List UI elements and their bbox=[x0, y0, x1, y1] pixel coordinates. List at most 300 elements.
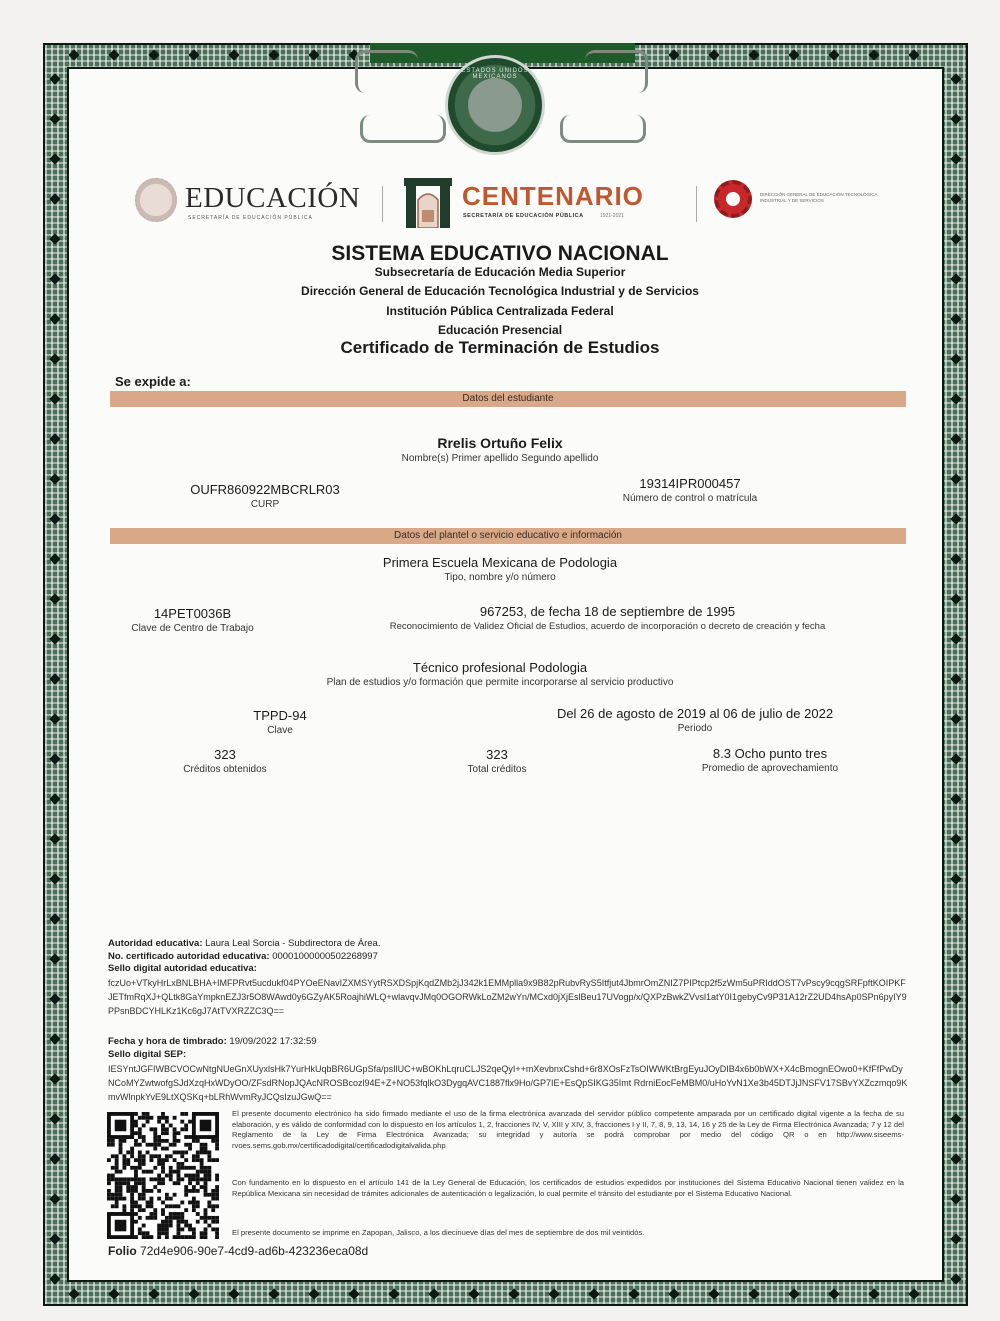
qr-module bbox=[173, 1235, 177, 1239]
qr-module bbox=[200, 1143, 204, 1147]
qr-module bbox=[188, 1135, 192, 1139]
qr-module bbox=[215, 1193, 219, 1197]
qr-module bbox=[111, 1143, 115, 1147]
qr-module bbox=[180, 1235, 184, 1239]
qr-module bbox=[204, 1231, 208, 1235]
sep-seal-label: Sello digital SEP: bbox=[108, 1049, 187, 1060]
qr-module bbox=[180, 1154, 184, 1158]
qr-module bbox=[184, 1208, 188, 1212]
qr-module bbox=[157, 1154, 161, 1158]
qr-module bbox=[180, 1127, 184, 1131]
control-number-field bbox=[570, 476, 810, 504]
qr-module bbox=[192, 1201, 196, 1205]
qr-module bbox=[126, 1177, 130, 1181]
qr-module bbox=[215, 1177, 219, 1181]
qr-module bbox=[119, 1177, 123, 1181]
qr-module bbox=[184, 1158, 188, 1162]
rvoe-value: 967253, de fecha 18 de septiembre de 1995 bbox=[479, 604, 736, 619]
qr-module bbox=[157, 1224, 161, 1228]
curp-label: CURP bbox=[250, 499, 280, 510]
qr-module bbox=[134, 1212, 138, 1216]
qr-module bbox=[161, 1139, 165, 1143]
qr-module bbox=[107, 1177, 111, 1181]
qr-module bbox=[126, 1150, 130, 1154]
rvoe-label: Reconocimiento de Validez Oficial de Estudios, acuerdo de incorporación o decreto de creación y fecha bbox=[389, 621, 826, 632]
qr-module bbox=[157, 1139, 161, 1143]
qr-module bbox=[157, 1197, 161, 1201]
qr-module bbox=[134, 1131, 138, 1135]
qr-module bbox=[142, 1112, 146, 1116]
qr-module bbox=[153, 1212, 157, 1216]
qr-module bbox=[215, 1235, 219, 1239]
qr-module bbox=[173, 1143, 177, 1147]
qr-module bbox=[204, 1170, 208, 1174]
qr-module bbox=[177, 1177, 181, 1181]
qr-module bbox=[111, 1139, 115, 1143]
qr-module bbox=[173, 1116, 177, 1120]
qr-module bbox=[188, 1120, 192, 1124]
qr-module bbox=[192, 1197, 196, 1201]
qr-module bbox=[204, 1193, 208, 1197]
qr-module bbox=[192, 1185, 196, 1189]
qr-module bbox=[142, 1116, 146, 1120]
qr-module bbox=[200, 1177, 204, 1181]
qr-module bbox=[192, 1231, 196, 1235]
qr-module bbox=[138, 1154, 142, 1158]
centenario-arch-icon bbox=[404, 178, 452, 228]
qr-module bbox=[130, 1177, 134, 1181]
qr-module bbox=[192, 1208, 196, 1212]
qr-module bbox=[134, 1174, 138, 1178]
logo-bar bbox=[130, 178, 890, 228]
qr-module bbox=[130, 1147, 134, 1151]
educacion-logo-subtitle: SECRETARÍA DE EDUCACIÓN PÚBLICA bbox=[188, 215, 313, 221]
qr-module bbox=[157, 1162, 161, 1166]
qr-module bbox=[134, 1185, 138, 1189]
qr-module bbox=[149, 1197, 153, 1201]
qr-module bbox=[134, 1204, 138, 1208]
qr-module bbox=[196, 1139, 200, 1143]
qr-module bbox=[134, 1158, 138, 1162]
qr-module bbox=[161, 1170, 165, 1174]
qr-module bbox=[192, 1235, 196, 1239]
qr-module bbox=[192, 1204, 196, 1208]
qr-module bbox=[115, 1197, 119, 1201]
qr-module bbox=[165, 1154, 169, 1158]
qr-module bbox=[138, 1216, 142, 1220]
authority-line bbox=[108, 938, 380, 950]
qr-module bbox=[204, 1185, 208, 1189]
promedio-label: Promedio de aprovechamiento bbox=[701, 763, 839, 774]
qr-module bbox=[161, 1220, 165, 1224]
qr-module bbox=[211, 1204, 215, 1208]
qr-module bbox=[142, 1162, 146, 1166]
qr-module bbox=[111, 1174, 115, 1178]
qr-module bbox=[192, 1189, 196, 1193]
qr-module bbox=[180, 1150, 184, 1154]
qr-module bbox=[188, 1166, 192, 1170]
qr-module bbox=[146, 1143, 150, 1147]
qr-module bbox=[204, 1189, 208, 1193]
qr-module bbox=[122, 1208, 126, 1212]
qr-module bbox=[207, 1193, 211, 1197]
qr-module bbox=[134, 1201, 138, 1205]
qr-module bbox=[146, 1150, 150, 1154]
qr-module bbox=[177, 1212, 181, 1216]
qr-module bbox=[119, 1181, 123, 1185]
qr-module bbox=[173, 1131, 177, 1135]
qr-module bbox=[138, 1127, 142, 1131]
qr-module bbox=[184, 1220, 188, 1224]
timestamp-line bbox=[108, 1036, 317, 1048]
qr-module bbox=[153, 1143, 157, 1147]
qr-module bbox=[177, 1131, 181, 1135]
qr-module bbox=[115, 1193, 119, 1197]
periodo-field bbox=[500, 706, 890, 734]
qr-module bbox=[204, 1208, 208, 1212]
qr-module bbox=[111, 1193, 115, 1197]
curp-value: OUFR860922MBCRLR03 bbox=[190, 482, 340, 497]
qr-module bbox=[142, 1154, 146, 1158]
qr-module bbox=[107, 1139, 111, 1143]
qr-module bbox=[180, 1201, 184, 1205]
qr-module bbox=[200, 1120, 212, 1132]
qr-module bbox=[134, 1139, 138, 1143]
qr-module bbox=[207, 1166, 211, 1170]
qr-module bbox=[157, 1181, 161, 1185]
qr-module bbox=[161, 1177, 165, 1181]
school-name-label: Tipo, nombre y/o número bbox=[444, 572, 556, 583]
qr-module bbox=[142, 1181, 146, 1185]
qr-module bbox=[177, 1224, 181, 1228]
qr-module bbox=[134, 1177, 138, 1181]
qr-module bbox=[215, 1197, 219, 1201]
qr-module bbox=[115, 1162, 119, 1166]
qr-module bbox=[130, 1201, 134, 1205]
qr-module bbox=[169, 1143, 173, 1147]
legal-paragraph-validity: Con fundamento en lo dispuesto en el artículo 141 de la Ley General de Educación, los certificados de estudios expedidos por instituciones del Sistema Educativo Nacional tienen validez en la República Mexicana sin necesidad de trámites adicionales de autenticación o legalización, lo cual permite el tránsito del estudiante por el Sistema Educativo Nacional. bbox=[232, 1178, 904, 1198]
certificate-title: Certificado de Terminación de Estudios bbox=[340, 338, 660, 357]
qr-module bbox=[207, 1224, 211, 1228]
qr-module bbox=[122, 1158, 126, 1162]
qr-module bbox=[180, 1112, 184, 1116]
qr-module bbox=[180, 1177, 184, 1181]
qr-module bbox=[169, 1216, 173, 1220]
subsecretaria: Subsecretaría de Educación Media Superior bbox=[374, 265, 626, 279]
qr-module bbox=[157, 1174, 161, 1178]
qr-module bbox=[130, 1154, 134, 1158]
qr-module bbox=[157, 1158, 161, 1162]
qr-module bbox=[157, 1116, 161, 1120]
qr-module bbox=[211, 1158, 215, 1162]
qr-module bbox=[207, 1170, 211, 1174]
qr-module bbox=[207, 1201, 211, 1205]
qr-module bbox=[130, 1185, 134, 1189]
qr-module bbox=[138, 1116, 142, 1120]
qr-module bbox=[211, 1189, 215, 1193]
cct-field bbox=[100, 606, 285, 634]
qr-module bbox=[188, 1174, 192, 1178]
qr-module bbox=[142, 1197, 146, 1201]
qr-module bbox=[161, 1116, 165, 1120]
qr-module bbox=[180, 1227, 184, 1231]
qr-module bbox=[169, 1174, 173, 1178]
qr-module bbox=[177, 1204, 181, 1208]
qr-module bbox=[169, 1154, 173, 1158]
qr-module bbox=[184, 1127, 188, 1131]
creditos-value: 323 bbox=[214, 747, 236, 762]
qr-module bbox=[161, 1231, 165, 1235]
qr-module bbox=[211, 1216, 215, 1220]
qr-module bbox=[142, 1224, 146, 1228]
qr-module bbox=[211, 1208, 215, 1212]
school-section-header: Datos del plantel o servicio educativo e información bbox=[110, 528, 906, 544]
qr-module bbox=[161, 1162, 165, 1166]
qr-module bbox=[157, 1235, 161, 1239]
qr-module bbox=[204, 1235, 208, 1239]
qr-module bbox=[165, 1147, 169, 1151]
qr-module bbox=[204, 1212, 208, 1216]
legal-paragraph-signature: El presente documento electrónico ha sido firmado mediante el uso de la firma electrónica avanzada del servidor público competente amparada por un certificado digital vigente a la fecha de su elaboración, y es válido de conformidad con lo dispuesto en los artículos 1, 2, fracciones IV, V, XIII y XIV, 3, fracciones I y II, 7, 8, 9, 13, 14, 16 y 25 de la Ley de Firma Electrónica Avanzada; 7 y 12 del Reglamento de la Ley de Firma Electrónica Avanzada; su integridad y autoría se podrá comprobar por medio del código QR o en http://www.siseems-rvoes.sems.gob.mx/certificadodigital/certificadodigitalvalida.php bbox=[232, 1109, 904, 1150]
logo-divider bbox=[696, 186, 697, 222]
qr-module bbox=[188, 1143, 192, 1147]
qr-module bbox=[173, 1139, 177, 1143]
legal-paragraph-place-date: El presente documento se imprime en Zapopan, Jalisco, a los diecinueve días del mes de septiembre de dos mil veintidós. bbox=[232, 1228, 645, 1237]
qr-module bbox=[107, 1197, 111, 1201]
qr-module bbox=[207, 1158, 211, 1162]
qr-module bbox=[157, 1227, 161, 1231]
qr-module bbox=[119, 1189, 123, 1193]
qr-module bbox=[180, 1220, 184, 1224]
qr-module bbox=[119, 1150, 123, 1154]
qr-module bbox=[196, 1220, 200, 1224]
qr-module bbox=[207, 1204, 211, 1208]
qr-module bbox=[157, 1135, 161, 1139]
qr-module bbox=[173, 1212, 177, 1216]
qr-module bbox=[211, 1227, 215, 1231]
qr-module bbox=[138, 1158, 142, 1162]
qr-module bbox=[165, 1174, 169, 1178]
qr-module bbox=[177, 1220, 181, 1224]
qr-module bbox=[122, 1181, 126, 1185]
qr-module bbox=[215, 1231, 219, 1235]
qr-module bbox=[173, 1158, 177, 1162]
qr-module bbox=[165, 1127, 169, 1131]
qr-module bbox=[165, 1116, 169, 1120]
qr-module bbox=[111, 1204, 115, 1208]
qr-module bbox=[149, 1201, 153, 1205]
qr-module bbox=[165, 1158, 169, 1162]
qr-module bbox=[188, 1177, 192, 1181]
qr-module bbox=[180, 1120, 184, 1124]
qr-module bbox=[130, 1204, 134, 1208]
qr-module bbox=[192, 1166, 196, 1170]
qr-module bbox=[146, 1204, 150, 1208]
qr-module bbox=[165, 1231, 169, 1235]
qr-module bbox=[184, 1189, 188, 1193]
right-scroll-ornament bbox=[585, 50, 648, 93]
qr-module bbox=[169, 1212, 173, 1216]
qr-module bbox=[149, 1189, 153, 1193]
qr-module bbox=[169, 1170, 173, 1174]
qr-module bbox=[204, 1174, 208, 1178]
school-name: Primera Escuela Mexicana de Podologia bbox=[382, 555, 618, 570]
qr-module bbox=[134, 1189, 138, 1193]
qr-module bbox=[138, 1162, 142, 1166]
logo-divider bbox=[382, 186, 383, 222]
qr-module bbox=[165, 1216, 169, 1220]
qr-module bbox=[142, 1170, 146, 1174]
qr-module bbox=[107, 1143, 111, 1147]
qr-module bbox=[169, 1177, 173, 1181]
qr-code[interactable] bbox=[107, 1112, 219, 1239]
qr-module bbox=[122, 1197, 126, 1201]
dgeti-logo-text: DIRECCIÓN GENERAL DE EDUCACIÓN TECNOLÓGICA INDUSTRIAL Y DE SERVICIOS bbox=[760, 192, 878, 203]
qr-module bbox=[138, 1150, 142, 1154]
qr-module bbox=[107, 1181, 111, 1185]
qr-module bbox=[207, 1216, 211, 1220]
qr-module bbox=[177, 1162, 181, 1166]
creditos-label: Créditos obtenidos bbox=[183, 764, 267, 775]
timestamp-label: Fecha y hora de timbrado: bbox=[108, 1036, 227, 1047]
qr-module bbox=[122, 1177, 126, 1181]
qr-module bbox=[146, 1120, 150, 1124]
qr-module bbox=[126, 1181, 130, 1185]
qr-module bbox=[138, 1166, 142, 1170]
authority-value: Laura Leal Sorcia - Subdirectora de Área. bbox=[205, 938, 381, 949]
qr-module bbox=[169, 1220, 173, 1224]
total-creditos-label: Total créditos bbox=[467, 764, 527, 775]
qr-module bbox=[107, 1193, 111, 1197]
qr-module bbox=[200, 1216, 204, 1220]
qr-module bbox=[188, 1189, 192, 1193]
qr-module bbox=[115, 1158, 119, 1162]
qr-module bbox=[146, 1116, 150, 1120]
qr-module bbox=[161, 1127, 165, 1131]
qr-module bbox=[142, 1231, 146, 1235]
qr-module bbox=[115, 1220, 127, 1232]
qr-module bbox=[165, 1120, 169, 1124]
qr-module bbox=[149, 1177, 153, 1181]
total-creditos-field bbox=[422, 747, 572, 775]
qr-module bbox=[149, 1235, 153, 1239]
periodo-value: Del 26 de agosto de 2019 al 06 de julio de 2022 bbox=[556, 706, 834, 721]
qr-module bbox=[204, 1227, 208, 1231]
qr-module bbox=[107, 1158, 111, 1162]
qr-module bbox=[192, 1139, 196, 1143]
qr-module bbox=[130, 1193, 134, 1197]
centenario-logo-subtitle: SECRETARÍA DE EDUCACIÓN PÚBLICA bbox=[463, 213, 584, 219]
qr-module bbox=[184, 1193, 188, 1197]
qr-module bbox=[184, 1112, 188, 1116]
qr-module bbox=[149, 1127, 153, 1131]
qr-module bbox=[184, 1143, 188, 1147]
qr-module bbox=[130, 1166, 134, 1170]
qr-module bbox=[161, 1227, 165, 1231]
timestamp-value: 19/09/2022 17:32:59 bbox=[229, 1036, 317, 1047]
student-name-field bbox=[300, 435, 700, 464]
qr-module bbox=[134, 1124, 138, 1128]
qr-module bbox=[153, 1216, 157, 1220]
authority-cert-line bbox=[108, 951, 378, 963]
qr-module bbox=[173, 1216, 177, 1220]
qr-module bbox=[161, 1131, 165, 1135]
control-number-label: Número de control o matrícula bbox=[622, 493, 758, 504]
qr-module bbox=[146, 1170, 150, 1174]
qr-module bbox=[188, 1227, 192, 1231]
qr-module bbox=[215, 1204, 219, 1208]
qr-module bbox=[107, 1189, 111, 1193]
qr-module bbox=[180, 1212, 184, 1216]
qr-module bbox=[138, 1208, 142, 1212]
qr-module bbox=[161, 1201, 165, 1205]
qr-module bbox=[146, 1216, 150, 1220]
qr-module bbox=[165, 1131, 169, 1135]
periodo-label: Periodo bbox=[677, 723, 713, 734]
qr-module bbox=[188, 1147, 192, 1151]
qr-module bbox=[138, 1193, 142, 1197]
qr-module bbox=[142, 1189, 146, 1193]
qr-module bbox=[134, 1120, 138, 1124]
qr-module bbox=[165, 1224, 169, 1228]
qr-module bbox=[165, 1227, 169, 1231]
qr-module bbox=[119, 1185, 123, 1189]
qr-module bbox=[142, 1177, 146, 1181]
plan-field bbox=[250, 660, 750, 688]
cct-label: Clave de Centro de Trabajo bbox=[131, 623, 254, 634]
qr-module bbox=[180, 1162, 184, 1166]
qr-module bbox=[177, 1174, 181, 1178]
qr-module bbox=[177, 1231, 181, 1235]
qr-module bbox=[138, 1227, 142, 1231]
clave-label: Clave bbox=[267, 725, 293, 736]
qr-module bbox=[188, 1224, 192, 1228]
qr-module bbox=[153, 1154, 157, 1158]
education-mode: Educación Presencial bbox=[437, 323, 563, 337]
qr-module bbox=[200, 1162, 204, 1166]
qr-module bbox=[165, 1197, 169, 1201]
qr-module bbox=[196, 1154, 200, 1158]
qr-module bbox=[134, 1143, 138, 1147]
qr-module bbox=[173, 1135, 177, 1139]
qr-module bbox=[153, 1131, 157, 1135]
qr-module bbox=[138, 1143, 142, 1147]
qr-module bbox=[122, 1154, 126, 1158]
qr-module bbox=[161, 1166, 165, 1170]
qr-module bbox=[173, 1127, 177, 1131]
qr-module bbox=[138, 1197, 142, 1201]
qr-module bbox=[207, 1177, 211, 1181]
qr-module bbox=[211, 1220, 215, 1224]
qr-module bbox=[161, 1224, 165, 1228]
plan-label: Plan de estudios y/o formación que permite incorporarse al servicio productivo bbox=[326, 677, 674, 688]
qr-module bbox=[138, 1131, 142, 1135]
promedio-value: 8.3 Ocho punto tres bbox=[712, 746, 828, 761]
qr-module bbox=[146, 1189, 150, 1193]
qr-module bbox=[115, 1166, 119, 1170]
qr-module bbox=[207, 1150, 211, 1154]
qr-module bbox=[157, 1189, 161, 1193]
qr-module bbox=[200, 1170, 204, 1174]
qr-module bbox=[130, 1197, 134, 1201]
qr-module bbox=[119, 1139, 123, 1143]
qr-module bbox=[122, 1166, 126, 1170]
qr-module bbox=[115, 1177, 119, 1181]
student-section-header: Datos del estudiante bbox=[110, 391, 906, 407]
qr-module bbox=[204, 1177, 208, 1181]
qr-module bbox=[146, 1235, 150, 1239]
qr-module bbox=[126, 1162, 130, 1166]
